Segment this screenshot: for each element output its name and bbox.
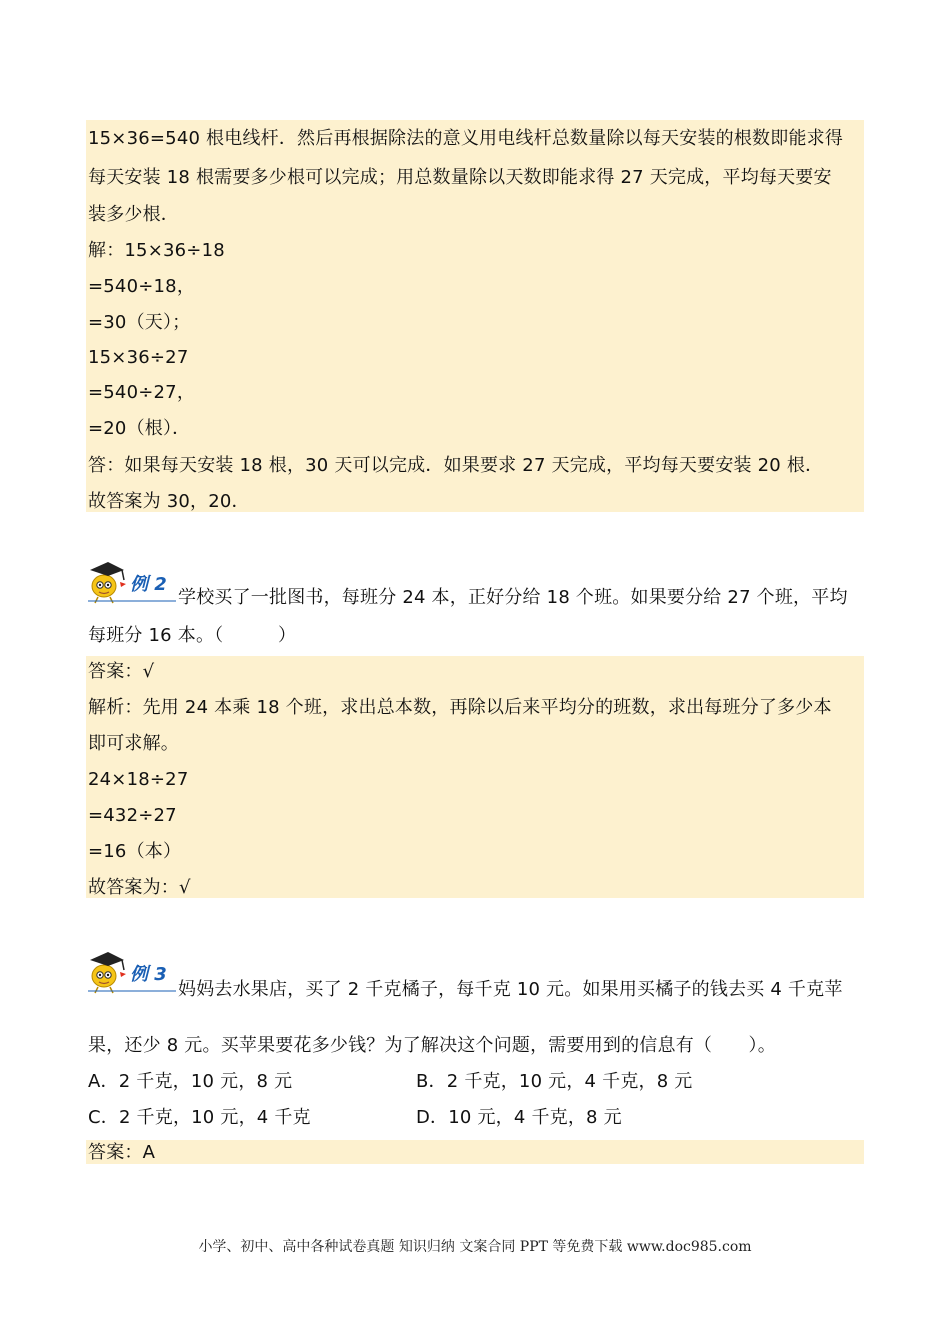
text-line: =540÷27， bbox=[88, 382, 196, 403]
text-line: 15×36÷27 bbox=[88, 347, 189, 368]
answer-line: 即可求解。 bbox=[88, 733, 179, 754]
badge-label: 例 2 bbox=[130, 574, 167, 595]
text-line: =20（根）． bbox=[88, 418, 191, 439]
option-a: A．2 千克，10 元，8 元 bbox=[88, 1071, 293, 1092]
option-b: B．2 千克，10 元，4 千克，8 元 bbox=[416, 1071, 693, 1092]
solution-highlight-3 bbox=[86, 1140, 864, 1164]
answer-line: 答案：√ bbox=[88, 661, 155, 682]
mascot-icon bbox=[86, 558, 178, 604]
question-line: 每班分 16 本。（ ） bbox=[88, 625, 297, 646]
answer-line: 故答案为：√ bbox=[88, 877, 191, 898]
answer-line: =432÷27 bbox=[88, 805, 177, 826]
mascot-icon bbox=[86, 948, 178, 994]
question-line: 妈妈去水果店，买了 2 千克橘子，每千克 10 元。如果用买橘子的钱去买 4 千克苹 bbox=[178, 979, 843, 1000]
text-line: 装多少根． bbox=[88, 204, 179, 225]
text-line: 15×36=540 根电线杆．然后再根据除法的意义用电线杆总数量除以每天安装的根数即能求得 bbox=[88, 128, 844, 149]
option-c: C．2 千克，10 元，4 千克 bbox=[88, 1107, 311, 1128]
text-line: 每天安装 18 根需要多少根可以完成；用总数量除以天数即能求得 27 天完成，平均每天要安 bbox=[88, 167, 832, 188]
example-badge-2 bbox=[86, 558, 178, 604]
badge-label: 例 3 bbox=[130, 964, 167, 985]
answer-line: 答案：A bbox=[88, 1142, 156, 1163]
answer-line: 24×18÷27 bbox=[88, 769, 189, 790]
text-line: 答：如果每天安装 18 根，30 天可以完成．如果要求 27 天完成，平均每天要安装 20 根． bbox=[88, 455, 824, 476]
text-line: 解：15×36÷18 bbox=[88, 240, 225, 261]
solution-highlight-2 bbox=[86, 656, 864, 898]
text-line: =540÷18， bbox=[88, 276, 196, 297]
example-badge-3 bbox=[86, 948, 178, 994]
answer-line: 解析：先用 24 本乘 18 个班，求出总本数，再除以后来平均分的班数，求出每班分了多少本 bbox=[88, 697, 832, 718]
question-line: 果，还少 8 元。买苹果要花多少钱？为了解决这个问题，需要用到的信息有（ ）。 bbox=[88, 1035, 776, 1056]
question-line: 学校买了一批图书，每班分 24 本，正好分给 18 个班。如果要分给 27 个班，平均 bbox=[178, 587, 848, 608]
text-line: =30（天）； bbox=[88, 312, 191, 333]
answer-line: =16（本） bbox=[88, 841, 182, 862]
text-line: 故答案为 30，20． bbox=[88, 491, 250, 512]
page-footer: 小学、初中、高中各种试卷真题 知识归纳 文案合同 PPT 等免费下载 www.doc985.com bbox=[198, 1239, 752, 1255]
option-d: D．10 元，4 千克，8 元 bbox=[416, 1107, 622, 1128]
